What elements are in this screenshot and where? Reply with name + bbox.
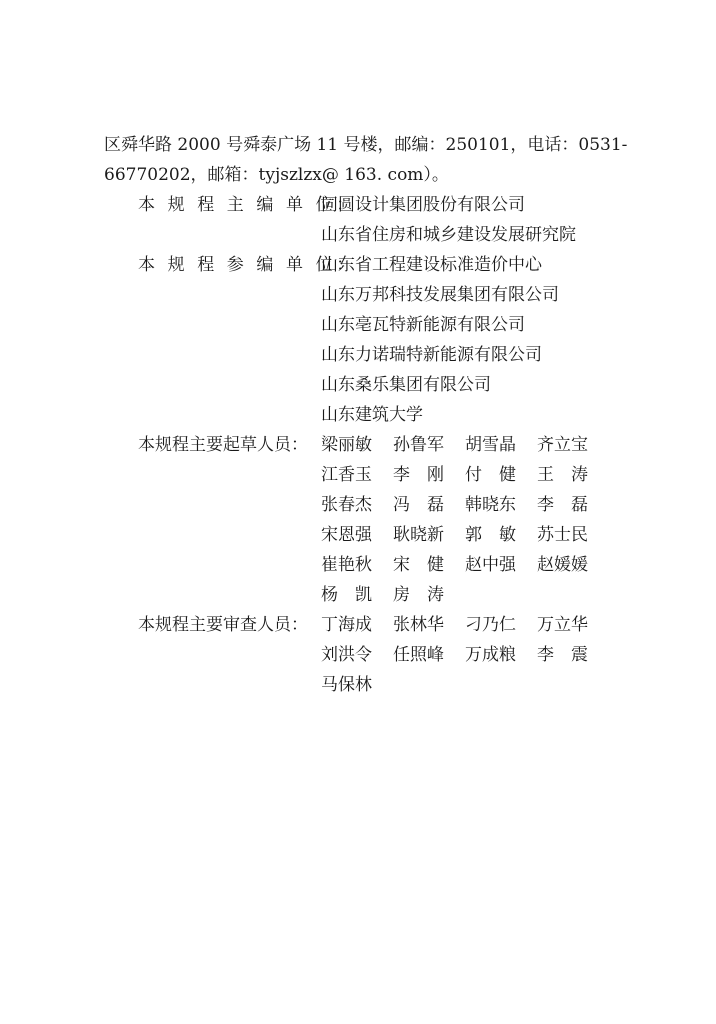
reviewers-label: 本规程主要审查人员： xyxy=(138,615,308,635)
person-name: 王 涛 xyxy=(537,465,588,485)
co-editor-row xyxy=(138,250,608,280)
drafters-row xyxy=(138,520,608,550)
co-editor-unit: 山东建筑大学 xyxy=(321,405,423,425)
co-editor-row xyxy=(138,310,608,340)
person-name: 丁海成 xyxy=(321,615,372,635)
person-name: 韩晓东 xyxy=(465,495,516,515)
person-name: 冯 磊 xyxy=(393,495,444,515)
person-name: 江香玉 xyxy=(321,465,372,485)
co-editor-unit: 山东桑乐集团有限公司 xyxy=(321,375,491,395)
person-name: 任照峰 xyxy=(393,645,444,665)
co-editor-row xyxy=(138,370,608,400)
person-name: 马保林 xyxy=(321,675,372,695)
person-name: 张林华 xyxy=(393,615,444,635)
person-name: 赵中强 xyxy=(465,555,516,575)
address-line-2: 66770202，邮箱：tyjszlzx@ 163. com）。 xyxy=(104,165,449,185)
person-name: 胡雪晶 xyxy=(465,435,516,455)
reviewers-section xyxy=(138,610,608,700)
drafters-row xyxy=(138,460,608,490)
chief-editor-section xyxy=(138,190,608,250)
person-name: 李 刚 xyxy=(393,465,444,485)
person-name: 刁乃仁 xyxy=(465,615,516,635)
address-paragraph xyxy=(104,130,628,190)
person-name: 赵媛媛 xyxy=(537,555,588,575)
drafters-row xyxy=(138,430,608,460)
chief-editor-unit: 山东省住房和城乡建设发展研究院 xyxy=(321,225,576,245)
drafters-label: 本规程主要起草人员： xyxy=(138,435,308,455)
person-name: 杨 凯 xyxy=(321,585,372,605)
person-name: 齐立宝 xyxy=(537,435,588,455)
person-name: 崔艳秋 xyxy=(321,555,372,575)
person-name: 刘洪令 xyxy=(321,645,372,665)
person-name: 万成粮 xyxy=(465,645,516,665)
co-editor-unit: 山东省工程建设标准造价中心 xyxy=(321,255,542,275)
reviewers-row xyxy=(138,610,608,640)
chief-editor-row xyxy=(138,190,608,220)
person-name: 耿晓新 xyxy=(393,525,444,545)
drafters-row xyxy=(138,490,608,520)
drafters-row xyxy=(138,580,608,610)
address-line-1: 区舜华路 2000 号舜泰广场 11 号楼，邮编：250101，电话：0531- xyxy=(104,135,628,155)
chief-editor-label: 本 规 程 主 编 单 位： xyxy=(138,195,357,215)
person-name: 李 震 xyxy=(537,645,588,665)
drafters-section xyxy=(138,430,608,610)
co-editor-unit: 山东万邦科技发展集团有限公司 xyxy=(321,285,559,305)
person-name: 苏士民 xyxy=(537,525,588,545)
co-editor-unit: 山东亳瓦特新能源有限公司 xyxy=(321,315,525,335)
person-name: 孙鲁军 xyxy=(393,435,444,455)
person-name: 李 磊 xyxy=(537,495,588,515)
person-name: 房 涛 xyxy=(393,585,444,605)
co-editor-unit: 山东力诺瑞特新能源有限公司 xyxy=(321,345,542,365)
reviewers-row xyxy=(138,670,608,700)
reviewers-row xyxy=(138,640,608,670)
drafters-row xyxy=(138,550,608,580)
co-editor-row xyxy=(138,400,608,430)
person-name: 郭 敏 xyxy=(465,525,516,545)
co-editor-label: 本 规 程 参 编 单 位： xyxy=(138,255,357,275)
co-editor-row xyxy=(138,280,608,310)
co-editor-section xyxy=(138,250,608,430)
person-name: 宋恩强 xyxy=(321,525,372,545)
person-name: 宋 健 xyxy=(393,555,444,575)
chief-editor-row xyxy=(138,220,608,250)
person-name: 万立华 xyxy=(537,615,588,635)
person-name: 梁丽敏 xyxy=(321,435,372,455)
person-name: 张春杰 xyxy=(321,495,372,515)
co-editor-row xyxy=(138,340,608,370)
chief-editor-unit: 同圆设计集团股份有限公司 xyxy=(321,195,525,215)
person-name: 付 健 xyxy=(465,465,516,485)
